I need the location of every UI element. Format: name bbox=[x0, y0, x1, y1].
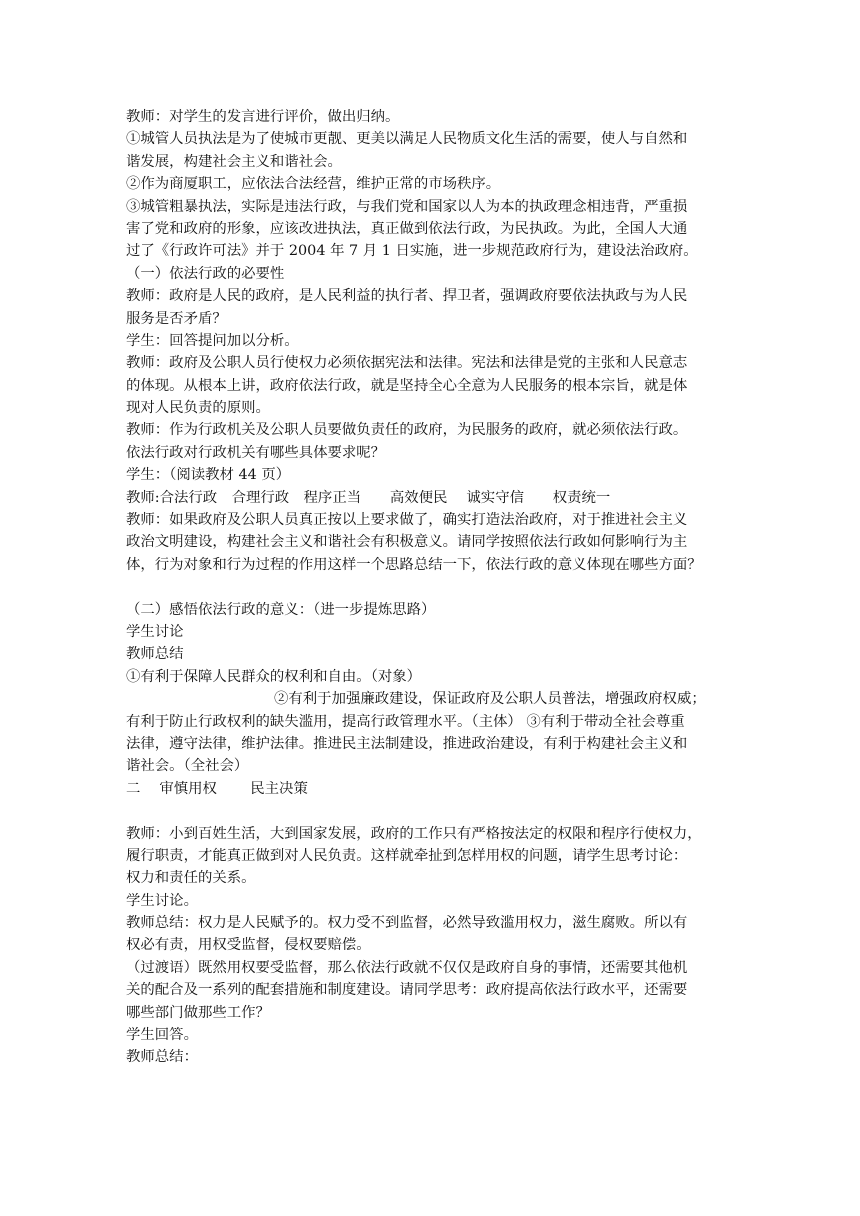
text-line: 教师：政府及公职人员行使权力必须依据宪法和法律。宪法和法律是党的主张和人民意志 bbox=[126, 355, 688, 372]
text-line: 法律，遵守法律，维护法律。推进民主法制建设，推进政治建设，有利于构建社会主义和 bbox=[126, 735, 688, 752]
text-line: （过渡语）既然用权要受监督，那么依法行政就不仅仅是政府自身的事情，还需要其他机 bbox=[126, 959, 688, 976]
text-line: 学生讨论 bbox=[126, 623, 184, 640]
text-line: 教师：作为行政机关及公职人员要做负责任的政府，为民服务的政府，就必须依法行政。 bbox=[126, 422, 688, 439]
text-line: 关的配合及一系列的配套措施和制度建设。请同学思考：政府提高依法行政水平，还需要 bbox=[126, 982, 688, 999]
text-line: ②作为商厦职工，应依法合法经营，维护正常的市场秩序。 bbox=[126, 176, 501, 193]
blank-line bbox=[126, 800, 726, 822]
text-line: 有利于防止行政权利的缺失滥用，提高行政管理水平。（主体） ③有利于带动全社会尊重 bbox=[126, 713, 685, 730]
text-line: ②有利于加强廉政建设，保证政府及公职人员普法，增强政府权威； bbox=[274, 691, 706, 708]
text-line: 政治文明建设，构建社会主义和谐社会有积极意义。请同学按照依法行政如何影响行为主 bbox=[126, 534, 688, 551]
text-line: 过了《行政许可法》并于 2004 年 7 月 1 日实施，进一步规范政府行为，建设法治政府。 bbox=[126, 243, 698, 260]
section-heading: （二）感悟依法行政的意义：（进一步提炼思路） bbox=[126, 601, 436, 618]
text-line: 教师总结：权力是人民赋予的。权力受不到监督，必然导致滥用权力，滋生腐败。所以有 bbox=[126, 915, 688, 932]
text-line: ①有利于保障人民群众的权利和自由。（对象） bbox=[126, 668, 422, 685]
text-line: 权必有责，用权受监督，侵权要赔偿。 bbox=[126, 937, 371, 954]
text-line: 害了党和政府的形象，应该改进执法，真正做到依法行政，为民执政。为此，全国人大通 bbox=[126, 220, 688, 237]
text-line: 体，行为对象和行为过程的作用这样一个思路总结一下，依法行政的意义体现在哪些方面？ bbox=[126, 556, 702, 573]
text-line: 学生：回答提问加以分析。 bbox=[126, 332, 299, 349]
text-line: 教师：对学生的发言进行评价，做出归纳。 bbox=[126, 109, 400, 125]
document-body bbox=[126, 106, 726, 1069]
section-heading: （一）依法行政的必要性 bbox=[126, 265, 285, 282]
text-line: 现对人民负责的原则。 bbox=[126, 400, 270, 417]
text-line: 教师总结 bbox=[126, 646, 184, 663]
text-line: 学生回答。 bbox=[126, 1027, 198, 1044]
text-line: 谐社会。（全社会） bbox=[126, 758, 249, 775]
blank-line bbox=[126, 576, 726, 598]
text-line: 教师总结： bbox=[126, 1049, 198, 1066]
text-line: 教师：如果政府及公职人员真正按以上要求做了，确实打造法治政府，对于推进社会主义 bbox=[126, 512, 688, 529]
section-heading: 二 审慎用权 民主决策 bbox=[126, 780, 308, 797]
text-line: 教师:合法行政 合理行政 程序正当 高效便民 诚实守信 权责统一 bbox=[126, 489, 611, 506]
text-line: 学生讨论。 bbox=[126, 892, 198, 909]
text-line: 教师：政府是人民的政府，是人民利益的执行者、捍卫者，强调政府要依法执政与为人民 bbox=[126, 288, 688, 305]
text-line: 哪些部门做那些工作？ bbox=[126, 1004, 270, 1021]
text-line: 教师：小到百姓生活，大到国家发展，政府的工作只有严格按法定的权限和程序行使权力， bbox=[126, 825, 702, 842]
text-line: ③城管粗暴执法，实际是违法行政，与我们党和国家以人为本的执政理念相违背，严重损 bbox=[126, 198, 688, 215]
text-line: 服务是否矛盾？ bbox=[126, 310, 227, 327]
text-line: 谐发展，构建社会主义和谐社会。 bbox=[126, 153, 342, 170]
text-line: 依法行政对行政机关有哪些具体要求呢？ bbox=[126, 444, 386, 461]
text-line: 权力和责任的关系。 bbox=[126, 870, 256, 887]
text-line: ①城管人员执法是为了使城市更靓、更美以满足人民物质文化生活的需要，使人与自然和 bbox=[126, 131, 688, 148]
text-line: 学生：（阅读教材 44 页） bbox=[126, 467, 291, 484]
text-line: 的体现。从根本上讲，政府依法行政，就是坚持全心全意为人民服务的根本宗旨，就是体 bbox=[126, 377, 688, 394]
text-line: 履行职责，才能真正做到对人民负责。这样就牵扯到怎样用权的问题，请学生思考讨论： bbox=[126, 847, 688, 864]
